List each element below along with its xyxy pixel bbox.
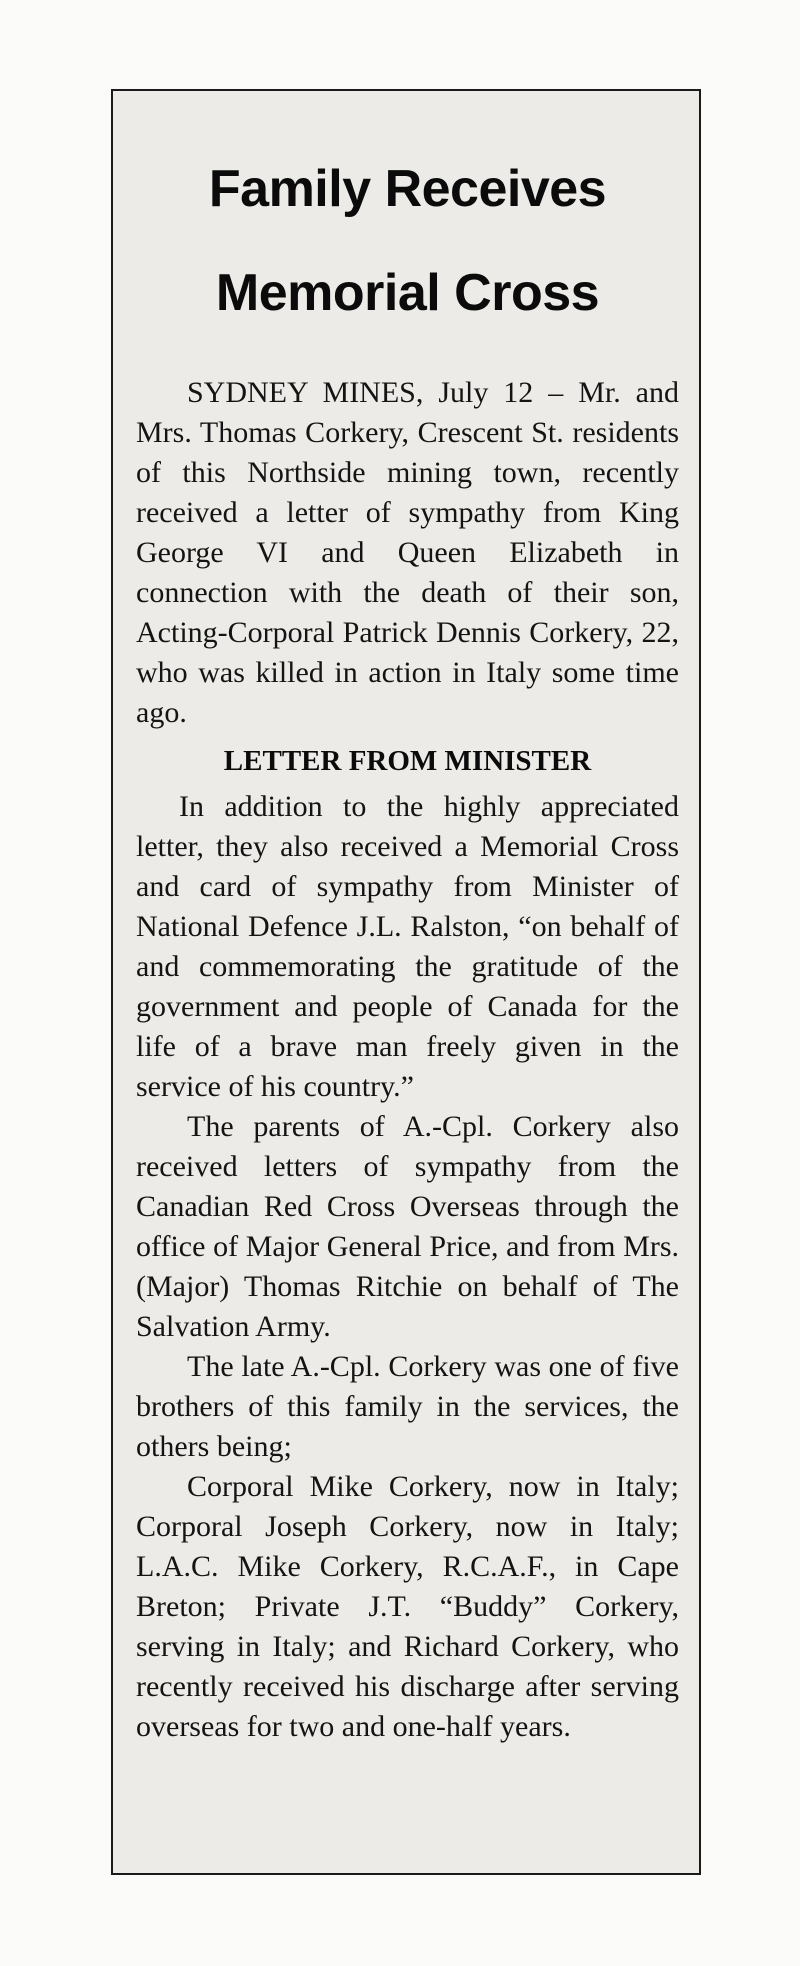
headline-line-1: Family Receives bbox=[208, 160, 607, 218]
paragraph-five-brothers: The late A.-Cpl. Corkery was one of five brothers of this family in the services, the others being; bbox=[136, 1350, 679, 1463]
headline bbox=[136, 137, 679, 345]
paragraph-intro: SYDNEY MINES, July 12 – Mr. and Mrs. Thomas Corkery, Crescent St. residents of this Northside mining town, recently received a letter of sympathy from King George VI and Queen Elizabeth in connection with the death of their son, Acting-Corporal Patrick Dennis Corkery, 22, who was killed in action in Italy some time ago. bbox=[136, 376, 679, 729]
paragraph-brothers-list: Corporal Mike Corkery, now in Italy; Corporal Joseph Corkery, now in Italy; L.A.C. Mike Corkery, R.C.A.F., in Cape Breton; Private J.T. “Buddy” Corkery, serving in Italy; and Richard Corkery, who recently received his discharge after serving overseas for two and one-half years. bbox=[136, 1470, 679, 1743]
headline-line-2: Memorial Cross bbox=[215, 264, 600, 322]
subheading: LETTER FROM MINISTER bbox=[223, 745, 592, 777]
article-body bbox=[136, 373, 679, 1747]
paragraph-parents-letters: The parents of A.-Cpl. Corkery also received letters of sympathy from the Canadian Red Cross Overseas through the office of Major General Price, and from Mrs. (Major) Thomas Ritchie on behalf of The Salvation Army. bbox=[136, 1110, 679, 1343]
paragraph-minister-letter: In addition to the highly appreciated letter, they also received a Memorial Cross and card of sympathy from Minister of National Defence J.L. Ralston, “on behalf of and commemorating the gratitude of the government and people of Canada for the life of a brave man freely given in the service of his country.” bbox=[136, 790, 679, 1103]
newspaper-clipping bbox=[111, 89, 701, 1875]
